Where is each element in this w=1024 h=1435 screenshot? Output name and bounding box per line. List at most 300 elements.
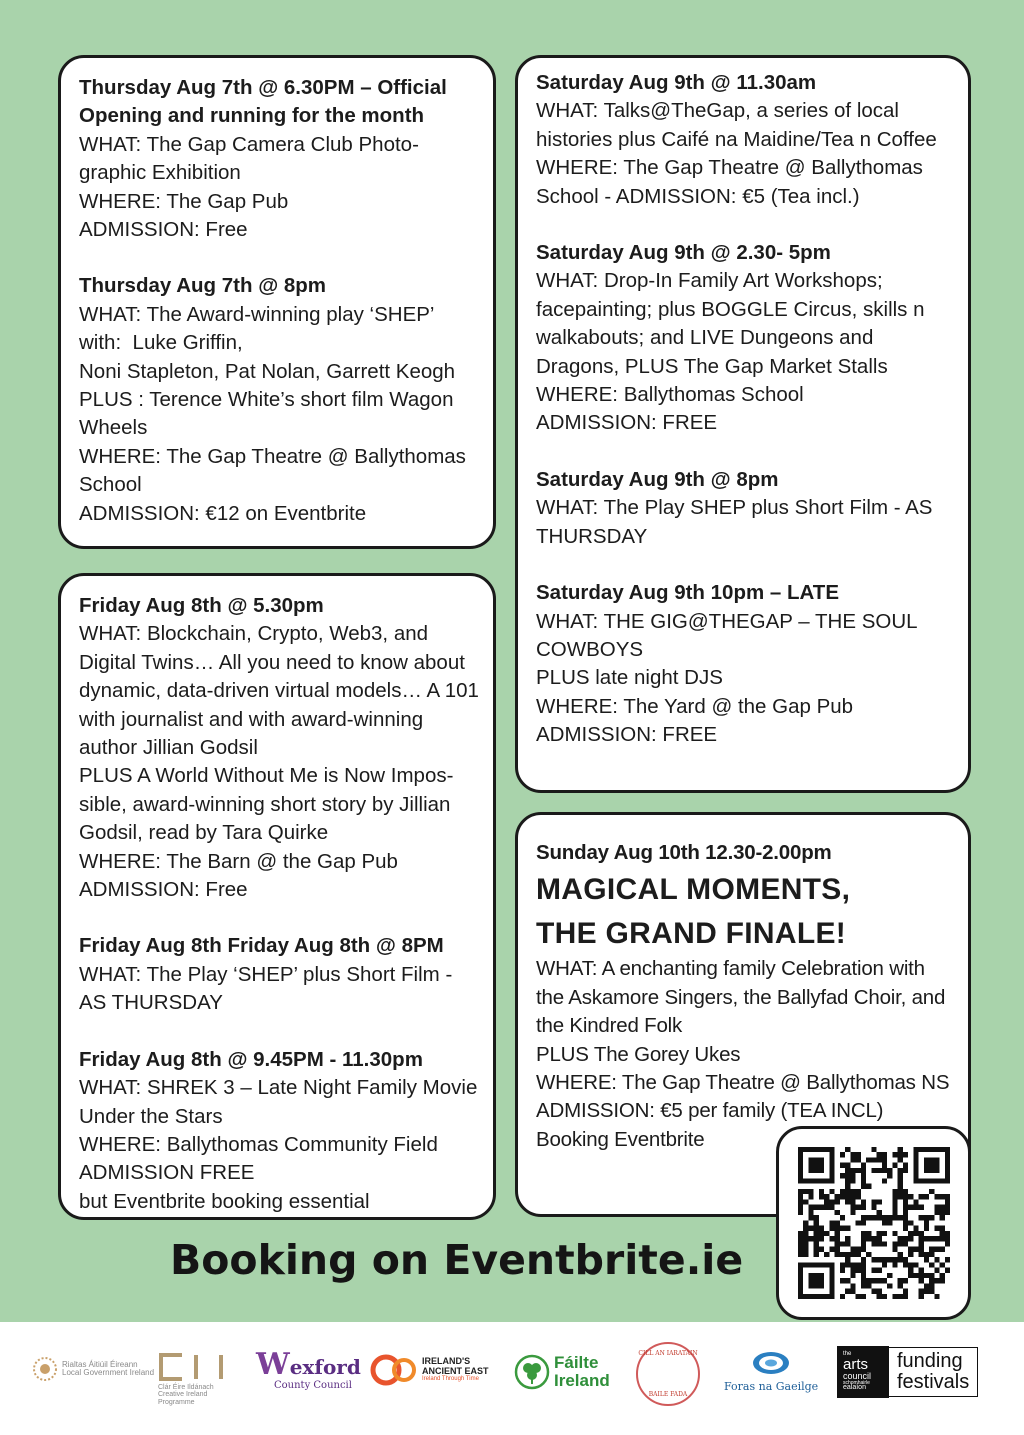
qr-module (918, 1289, 923, 1294)
festivals-text: festivals (897, 1371, 970, 1393)
qr-module (798, 1147, 803, 1152)
event-admission: ADMISSION: Free (79, 878, 248, 902)
event-plus: PLUS late night DJS (536, 666, 723, 690)
qr-module (850, 1289, 855, 1294)
qr-module (839, 1262, 844, 1267)
event-admission: ADMISSION: €5 per family (TEA INCL) (536, 1099, 884, 1123)
qr-module (808, 1168, 813, 1173)
qr-module (845, 1289, 850, 1294)
qr-module (923, 1147, 928, 1152)
event-what: WHAT: Blockchain, Crypto, Web3, and Digital Twins… All you need to know about dynamic, data-driven virtual models… A 101 with journalist and with award-winning author Jillian Godsil (79, 622, 485, 760)
qr-module (902, 1220, 907, 1225)
event-thursday-opening (79, 74, 479, 244)
funding-text: funding (897, 1350, 963, 1372)
qr-module (913, 1178, 918, 1183)
arts-council-block (837, 1346, 889, 1398)
qr-module (944, 1178, 949, 1183)
qr-module (929, 1189, 934, 1194)
event-friday-play (79, 932, 479, 1017)
qr-module (860, 1262, 865, 1267)
booking-banner: Booking on Eventbrite.ie (170, 1236, 744, 1284)
qr-module (813, 1262, 818, 1267)
qr-module (913, 1205, 918, 1210)
qr-module (834, 1231, 839, 1236)
qr-module (845, 1184, 850, 1189)
qr-module (887, 1220, 892, 1225)
qr-module (923, 1157, 928, 1162)
qr-module (829, 1205, 834, 1210)
qr-module (850, 1189, 855, 1194)
qr-module (829, 1262, 834, 1267)
qr-module (918, 1268, 923, 1273)
qr-module (808, 1278, 813, 1283)
qr-module (934, 1157, 939, 1162)
event-what: WHAT: The Play SHEP plus Short Film - AS THURSDAY (536, 496, 938, 548)
qr-module (824, 1262, 829, 1267)
qr-module (834, 1252, 839, 1257)
event-admission: ADMISSION: FREE (536, 411, 718, 435)
qr-module (944, 1163, 949, 1168)
qr-module (918, 1194, 923, 1199)
qr-module (808, 1273, 813, 1278)
qr-module (855, 1157, 860, 1162)
qr-module (860, 1178, 865, 1183)
event-card-saturday (515, 55, 971, 793)
qr-module (913, 1147, 918, 1152)
qr-module (923, 1226, 928, 1231)
qr-module (892, 1262, 897, 1267)
qr-module (813, 1294, 818, 1299)
event-saturday-gig (536, 579, 954, 749)
qr-module (866, 1184, 871, 1189)
qr-module (908, 1268, 913, 1273)
qr-module (939, 1178, 944, 1183)
qr-module (829, 1289, 834, 1294)
qr-module (908, 1247, 913, 1252)
qr-module (818, 1168, 823, 1173)
sponsor-footer (0, 1322, 1024, 1435)
qr-module (908, 1252, 913, 1257)
qr-module (897, 1173, 902, 1178)
qr-module (918, 1273, 923, 1278)
event-title: Friday Aug 8th @ 5.30pm (79, 594, 324, 617)
qr-module (860, 1257, 865, 1262)
qr-module (839, 1252, 844, 1257)
qr-module (818, 1262, 823, 1267)
qr-module (923, 1273, 928, 1278)
qr-module (855, 1205, 860, 1210)
qr-module (813, 1205, 818, 1210)
qr-module (934, 1257, 939, 1262)
wexford-name: exford (289, 1355, 361, 1379)
qr-module (944, 1241, 949, 1246)
event-title: Saturday Aug 9th @ 2.30- 5pm (536, 241, 831, 265)
qr-module (813, 1220, 818, 1225)
qr-module (808, 1283, 813, 1288)
qr-module (824, 1231, 829, 1236)
qr-module (897, 1278, 902, 1283)
qr-module (876, 1268, 881, 1273)
qr-module (808, 1262, 813, 1267)
event-title: Sunday Aug 10th 12.30-2.00pm (536, 841, 832, 864)
qr-module (824, 1199, 829, 1204)
foras-text: Foras na Gaeilge (724, 1380, 819, 1393)
event-friday-talk (79, 592, 485, 904)
qr-module (913, 1163, 918, 1168)
qr-module (944, 1231, 949, 1236)
qr-module (860, 1215, 865, 1220)
qr-module (902, 1215, 907, 1220)
qr-module (798, 1189, 803, 1194)
qr-module (813, 1215, 818, 1220)
qr-module (829, 1168, 834, 1173)
qr-module (850, 1247, 855, 1252)
qr-code[interactable] (798, 1147, 950, 1299)
qr-module (818, 1278, 823, 1283)
finale-headline-2: THE GRAND FINALE! (536, 917, 847, 951)
qr-module (913, 1168, 918, 1173)
qr-module (850, 1199, 855, 1204)
qr-module (839, 1194, 844, 1199)
qr-module (876, 1215, 881, 1220)
qr-module (892, 1189, 897, 1194)
qr-module (866, 1283, 871, 1288)
qr-module (834, 1220, 839, 1225)
qr-module (902, 1257, 907, 1262)
event-what: WHAT: The Award-winning play ‘SHEP’ with: Luke Griffin, (79, 302, 440, 355)
qr-module (887, 1215, 892, 1220)
qr-module (881, 1152, 886, 1157)
qr-module (881, 1168, 886, 1173)
qr-module (918, 1147, 923, 1152)
qr-module (892, 1152, 897, 1157)
qr-module (813, 1147, 818, 1152)
qr-module (860, 1199, 865, 1204)
qr-module (913, 1157, 918, 1162)
qr-module (798, 1178, 803, 1183)
qr-module (845, 1262, 850, 1267)
qr-module (913, 1173, 918, 1178)
qr-module (818, 1189, 823, 1194)
qr-module (939, 1262, 944, 1267)
qr-module (881, 1231, 886, 1236)
qr-module (908, 1194, 913, 1199)
qr-module (803, 1236, 808, 1241)
event-title: Saturday Aug 9th @ 11.30am (536, 71, 817, 94)
qr-module (934, 1147, 939, 1152)
qr-module (834, 1226, 839, 1231)
qr-module (918, 1178, 923, 1183)
qr-module (871, 1289, 876, 1294)
qr-module (939, 1236, 944, 1241)
event-saturday-play (536, 466, 954, 551)
qr-module (850, 1252, 855, 1257)
qr-module (808, 1226, 813, 1231)
qr-module (944, 1210, 949, 1215)
harp-seal-icon (32, 1356, 58, 1382)
qr-module (871, 1157, 876, 1162)
qr-module (929, 1252, 934, 1257)
qr-module (923, 1257, 928, 1262)
qr-module (829, 1220, 834, 1225)
qr-module (902, 1152, 907, 1157)
qr-module (871, 1257, 876, 1262)
qr-module (803, 1247, 808, 1252)
event-where: WHERE: The Yard @ the Gap Pub (536, 694, 854, 718)
qr-module (923, 1252, 928, 1257)
qr-module (902, 1226, 907, 1231)
qr-module (803, 1252, 808, 1257)
qr-module (887, 1168, 892, 1173)
event-where: WHERE: The Gap Pub (79, 189, 289, 213)
ireland-east-sub: Ireland Through Time (422, 1376, 479, 1383)
qr-module (829, 1147, 834, 1152)
qr-module (829, 1236, 834, 1241)
event-where: WHERE: The Gap Theatre @ Ballythomas School (79, 444, 472, 497)
qr-module (876, 1236, 881, 1241)
qr-module (897, 1294, 902, 1299)
qr-module (918, 1236, 923, 1241)
creative-ireland-mark-icon (158, 1352, 224, 1382)
seal-bottom-text: BAILE FADA (648, 1391, 688, 1398)
qr-module (850, 1168, 855, 1173)
qr-module (829, 1163, 834, 1168)
qr-module (923, 1283, 928, 1288)
qr-module (813, 1273, 818, 1278)
qr-module (892, 1199, 897, 1204)
qr-module (913, 1262, 918, 1267)
qr-module (939, 1210, 944, 1215)
qr-module (839, 1278, 844, 1283)
qr-module (845, 1178, 850, 1183)
qr-module (813, 1231, 818, 1236)
event-where: WHERE: Ballythomas Community Field (79, 1132, 438, 1156)
qr-module (881, 1220, 886, 1225)
qr-module (929, 1236, 934, 1241)
seal-top-text: CILL AN IARATAIN (638, 1350, 698, 1357)
qr-module (798, 1163, 803, 1168)
qr-module (850, 1194, 855, 1199)
arts-small3: ealaíon (843, 1384, 866, 1392)
qr-module (897, 1189, 902, 1194)
qr-module (855, 1262, 860, 1267)
qr-module (876, 1210, 881, 1215)
creative-line1: Clár Éire Ildánach (158, 1384, 214, 1391)
qr-module (902, 1236, 907, 1241)
qr-module (934, 1194, 939, 1199)
qr-module (939, 1147, 944, 1152)
qr-module (818, 1283, 823, 1288)
qr-module (818, 1194, 823, 1199)
qr-module (892, 1231, 897, 1236)
qr-module (824, 1252, 829, 1257)
qr-module (808, 1147, 813, 1152)
ancient-east-swirl-icon (370, 1352, 418, 1388)
qr-module (934, 1205, 939, 1210)
qr-module (845, 1199, 850, 1204)
event-card-thursday (58, 55, 496, 549)
event-title: Thursday Aug 7th @ 6.30PM – Official Opening and running for the month (79, 76, 447, 128)
qr-module (944, 1157, 949, 1162)
qr-module (798, 1247, 803, 1252)
qr-module (881, 1278, 886, 1283)
qr-module (934, 1268, 939, 1273)
qr-module (813, 1157, 818, 1162)
event-plus: PLUS A World Without Me is Now Impos-sible, award-winning short story by Jillian Godsil, read by Tara Quirke (79, 764, 457, 845)
qr-module (860, 1205, 865, 1210)
qr-code-box (776, 1126, 971, 1320)
qr-module (824, 1178, 829, 1183)
qr-module (866, 1231, 871, 1236)
event-note: but Eventbrite booking essential (79, 1189, 370, 1213)
event-title: Thursday Aug 7th @ 8pm (79, 274, 327, 298)
event-where: WHERE: Ballythomas School (536, 383, 804, 407)
qr-module (908, 1231, 913, 1236)
qr-module (902, 1278, 907, 1283)
qr-module (908, 1220, 913, 1225)
event-where: WHERE: The Gap Theatre @ Ballythomas NS (536, 1071, 950, 1095)
qr-module (923, 1236, 928, 1241)
qr-module (855, 1247, 860, 1252)
qr-module (850, 1173, 855, 1178)
qr-module (892, 1194, 897, 1199)
qr-module (860, 1168, 865, 1173)
qr-module (918, 1231, 923, 1236)
event-booking: Booking Eventbrite (536, 1127, 705, 1151)
qr-module (829, 1278, 834, 1283)
qr-module (918, 1247, 923, 1252)
qr-module (860, 1273, 865, 1278)
qr-module (813, 1247, 818, 1252)
qr-module (798, 1262, 803, 1267)
qr-module (934, 1236, 939, 1241)
event-title: Saturday Aug 9th @ 8pm (536, 467, 779, 491)
qr-module (845, 1163, 850, 1168)
qr-module (866, 1215, 871, 1220)
qr-module (897, 1241, 902, 1246)
qr-module (798, 1283, 803, 1288)
qr-module (918, 1278, 923, 1283)
creative-line3: Programme (158, 1398, 195, 1406)
event-thursday-play (79, 272, 479, 528)
qr-module (855, 1268, 860, 1273)
logo-foras-na-gaeilge (724, 1350, 818, 1393)
qr-module (813, 1163, 818, 1168)
event-what: WHAT: The Play ‘SHEP’ plus Short Film - AS THURSDAY (79, 962, 457, 1015)
logo-failte-ireland (514, 1354, 610, 1390)
event-what: WHAT: SHREK 3 – Late Night Family Movie Under the Stars (79, 1076, 484, 1128)
event-title: Friday Aug 8th @ 9.45PM - 11.30pm (79, 1047, 423, 1071)
qr-module (876, 1168, 881, 1173)
qr-module (845, 1194, 850, 1199)
qr-module (902, 1189, 907, 1194)
qr-module (813, 1236, 818, 1241)
qr-module (818, 1273, 823, 1278)
qr-module (876, 1257, 881, 1262)
qr-module (902, 1241, 907, 1246)
qr-module (798, 1294, 803, 1299)
qr-module (944, 1168, 949, 1173)
qr-module (860, 1241, 865, 1246)
qr-module (944, 1194, 949, 1199)
qr-module (934, 1178, 939, 1183)
qr-module (897, 1283, 902, 1288)
qr-module (808, 1294, 813, 1299)
qr-module (913, 1226, 918, 1231)
qr-module (829, 1157, 834, 1162)
qr-module (923, 1178, 928, 1183)
qr-module (818, 1178, 823, 1183)
event-friday-movie (79, 1046, 484, 1216)
qr-module (813, 1178, 818, 1183)
qr-module (944, 1147, 949, 1152)
qr-module (939, 1231, 944, 1236)
qr-module (818, 1226, 823, 1231)
qr-module (902, 1163, 907, 1168)
qr-module (850, 1210, 855, 1215)
qr-module (939, 1205, 944, 1210)
qr-module (929, 1178, 934, 1183)
qr-module (902, 1205, 907, 1210)
qr-module (855, 1168, 860, 1173)
qr-module (929, 1147, 934, 1152)
qr-module (871, 1147, 876, 1152)
qr-module (850, 1268, 855, 1273)
qr-module (923, 1220, 928, 1225)
qr-module (813, 1168, 818, 1173)
qr-module (818, 1205, 823, 1210)
qr-module (808, 1163, 813, 1168)
qr-module (808, 1194, 813, 1199)
qr-module (855, 1220, 860, 1225)
qr-module (845, 1226, 850, 1231)
qr-module (876, 1157, 881, 1162)
qr-module (871, 1278, 876, 1283)
funding-festivals-box (889, 1347, 978, 1397)
qr-module (798, 1252, 803, 1257)
qr-module (808, 1205, 813, 1210)
qr-module (876, 1294, 881, 1299)
qr-module (918, 1215, 923, 1220)
qr-module (934, 1294, 939, 1299)
qr-module (808, 1215, 813, 1220)
qr-module (923, 1163, 928, 1168)
wexford-initial: W (256, 1347, 290, 1382)
qr-module (944, 1268, 949, 1273)
qr-module (839, 1215, 844, 1220)
qr-module (808, 1189, 813, 1194)
qr-module (944, 1257, 949, 1262)
qr-module (929, 1283, 934, 1288)
qr-module (834, 1210, 839, 1215)
wexford-sub: County Council (274, 1380, 352, 1391)
qr-module (913, 1247, 918, 1252)
qr-module (808, 1157, 813, 1162)
qr-module (923, 1194, 928, 1199)
qr-module (881, 1241, 886, 1246)
qr-module (834, 1241, 839, 1246)
qr-module (845, 1278, 850, 1283)
qr-module (860, 1163, 865, 1168)
qr-module (798, 1268, 803, 1273)
qr-module (902, 1262, 907, 1267)
qr-module (850, 1273, 855, 1278)
arts-small1: the (843, 1351, 852, 1358)
finale-headline-1: MAGICAL MOMENTS, (536, 873, 851, 907)
qr-module (860, 1283, 865, 1288)
qr-module (850, 1152, 855, 1157)
qr-module (939, 1215, 944, 1220)
